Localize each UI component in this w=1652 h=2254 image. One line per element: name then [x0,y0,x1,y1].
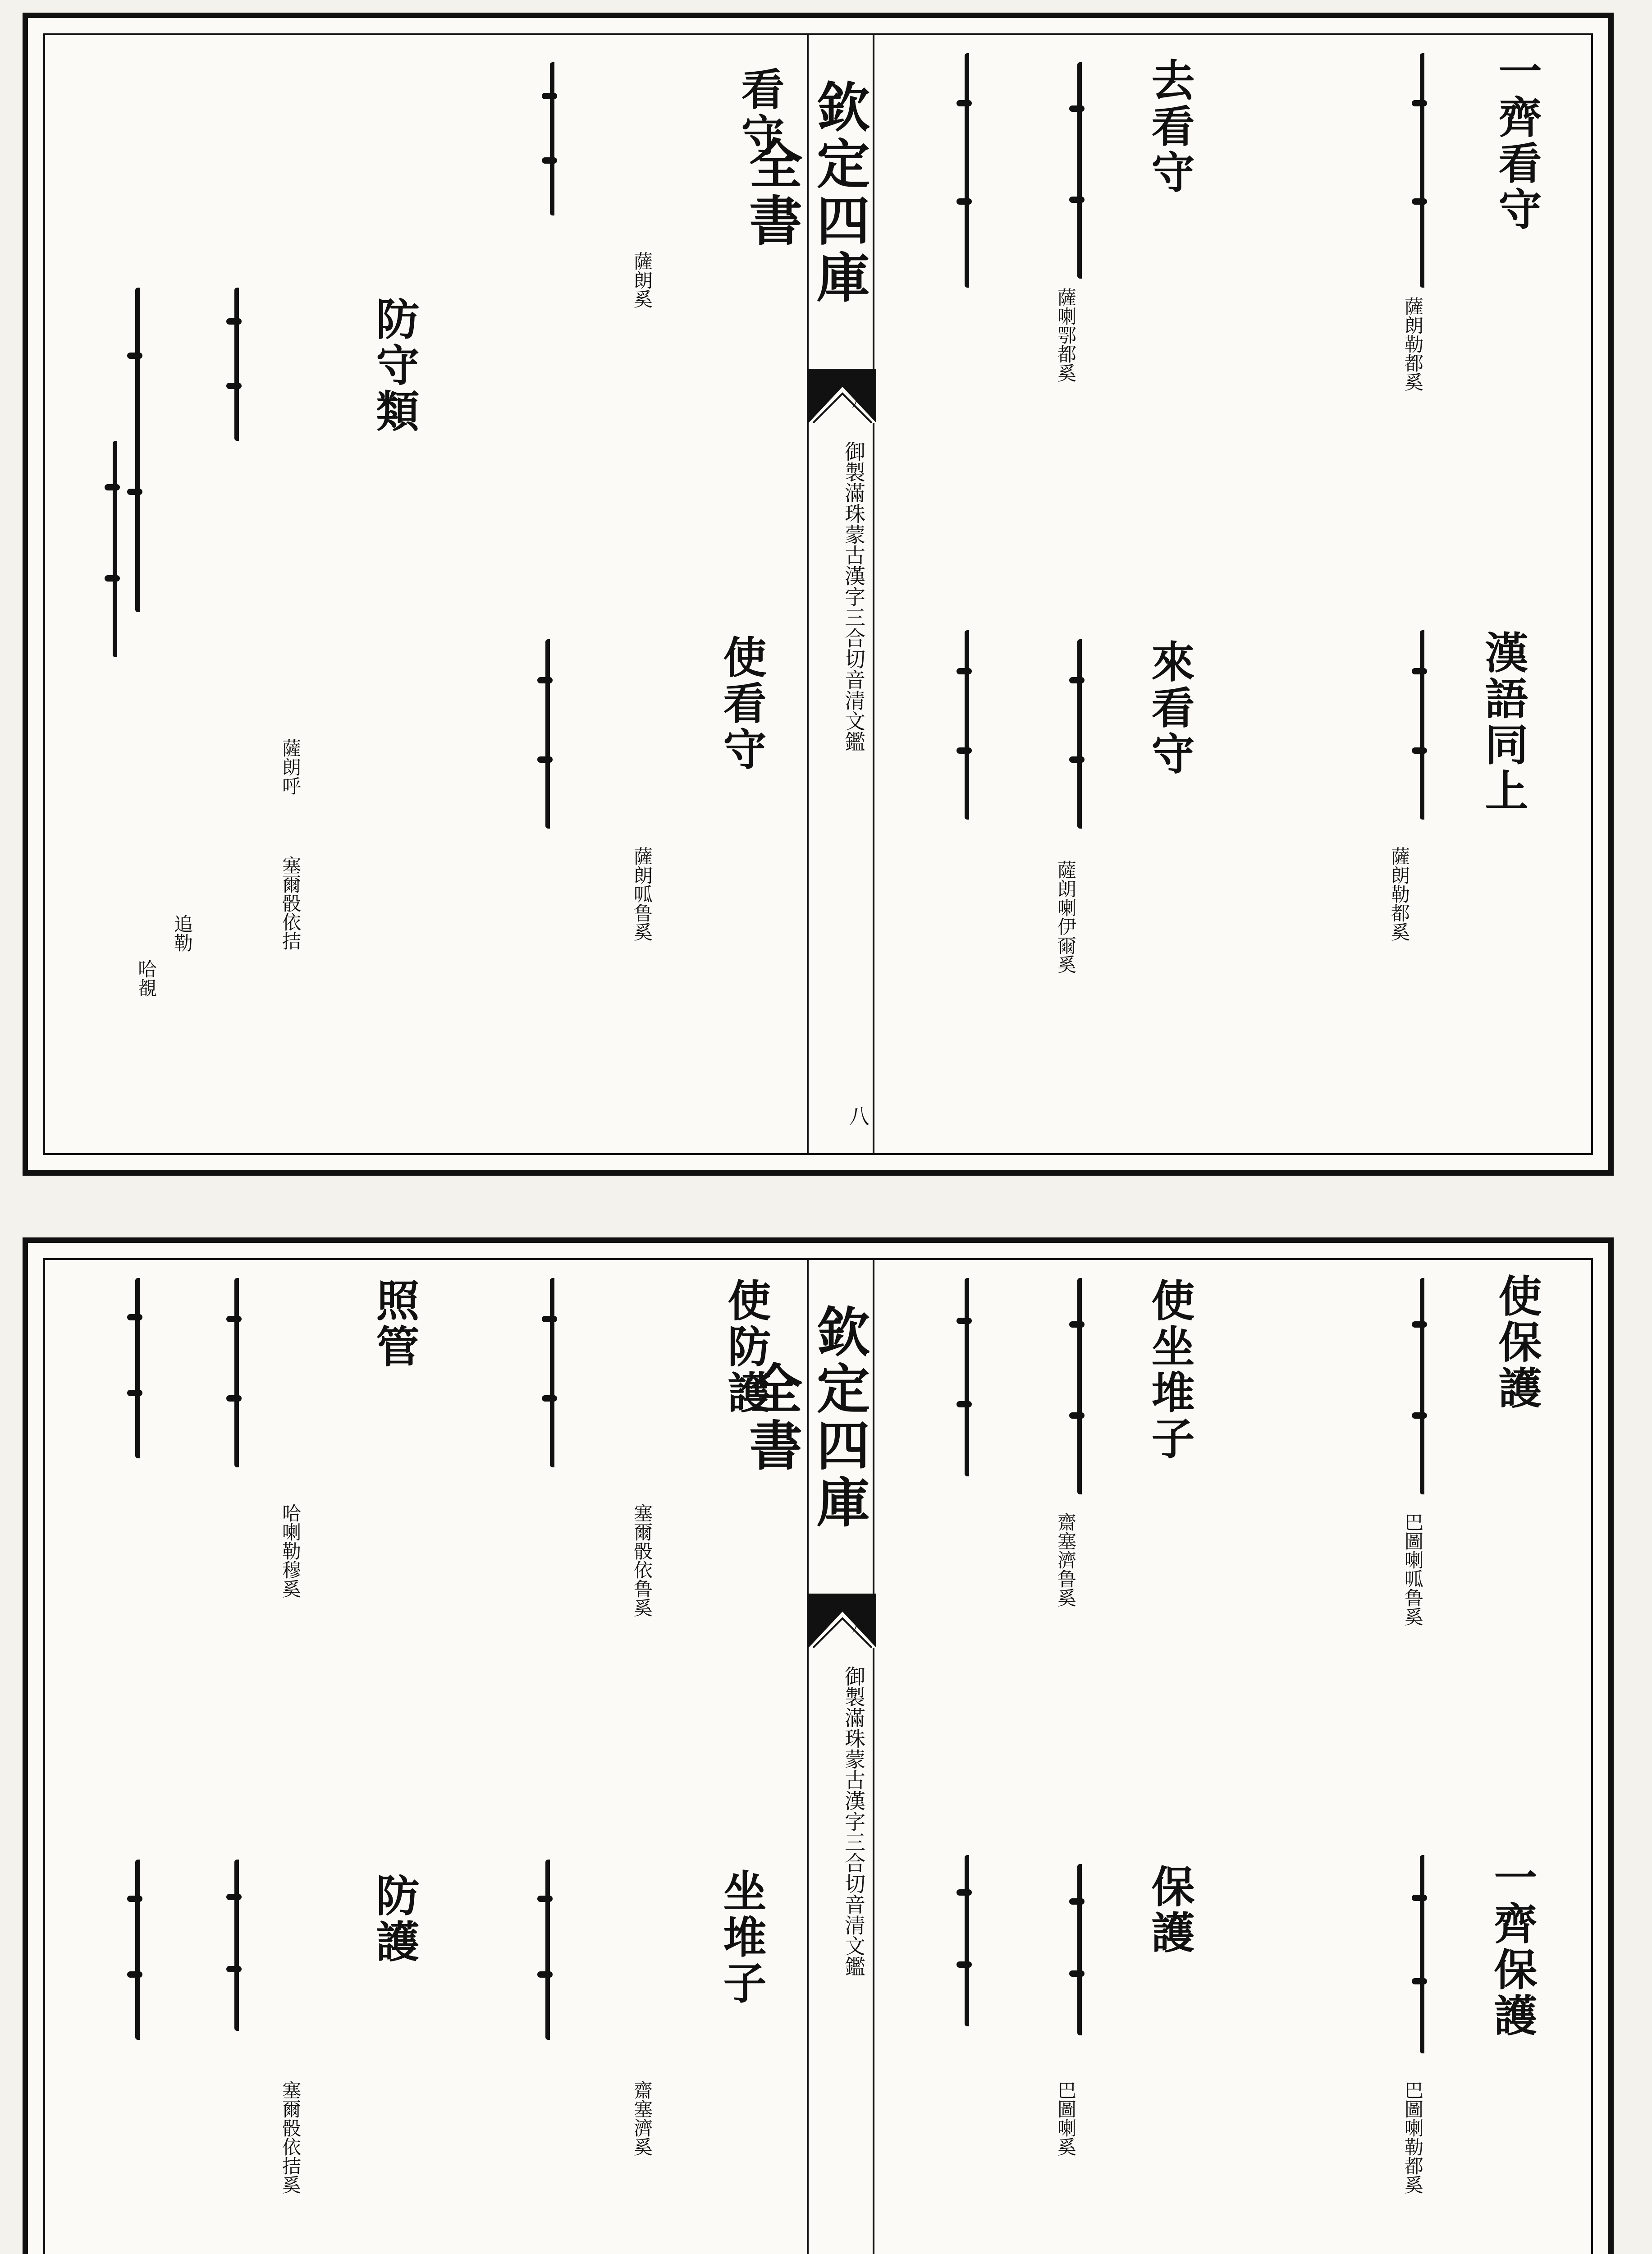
top-page-frame [43,33,1593,1155]
manchu-script-icon [965,53,977,288]
manchu-script-icon [965,1278,977,1476]
manchu-script-icon [1077,1864,1090,2035]
entry-heading: 來看守 [1144,639,1195,777]
entry-heading: 使防護 [721,1278,772,1416]
manchu-script-icon [545,639,558,829]
manchu-script-icon [550,1278,563,1467]
entry-gloss: 齋塞濟鲁奚 [1055,1512,1077,1607]
manchu-script-icon [234,1860,247,2031]
band-page-number: 八 [846,1105,870,1126]
entry-heading: 使保護 [1492,1274,1542,1411]
entry-gloss: 追勒 [171,914,193,952]
entry-gloss: 塞爾骰依拮 [279,856,302,950]
entry-heading: 防護 [369,1873,420,1965]
manchu-script-icon [135,288,148,612]
entry-gloss: 巴圖喇奚 [1055,2080,1077,2156]
band-title: 欽定四庫全書 [740,1304,870,1531]
entry-heading: 一齊保護 [1487,1855,1538,2039]
entry-heading: 保護 [1144,1864,1195,1956]
manchu-script-icon [113,441,125,657]
manchu-script-icon [234,1278,247,1467]
manchu-script-icon [1077,62,1090,279]
entry-heading: 去看守 [1144,58,1195,196]
manchu-script-icon [135,1278,148,1458]
manchu-script-icon [135,1860,148,2040]
manchu-script-icon [1077,1278,1090,1494]
manchu-script-icon [234,288,247,441]
top-page [23,13,1614,1176]
manchu-script-icon [1077,639,1090,829]
entry-gloss: 薩朗勒都奚 [1388,847,1410,941]
section-heading: 防守類 [369,297,420,435]
entry-gloss: 薩朗喇伊爾奚 [1055,860,1077,974]
band-title: 欽定四庫全書 [740,79,870,307]
manchu-script-icon [550,62,563,215]
entry-heading: 使坐堆子 [1144,1278,1195,1462]
entry-heading: 看守 [734,67,785,159]
manchu-script-icon [1420,1855,1432,2053]
band-subtitle: 御製滿珠蒙古漢字三合切音清文鑑 [842,441,866,752]
entry-gloss: 齋塞濟奚 [631,2080,653,2156]
entry-gloss: 薩朗呼 [279,738,302,795]
band-volume: 卷八 [849,1603,867,1633]
entry-heading: 一齊看守 [1492,49,1542,233]
entry-gloss: 薩朗勒都奚 [1402,297,1424,391]
entry-gloss: 塞爾骰依鲁奚 [631,1503,653,1617]
manchu-script-icon [1420,630,1432,820]
entry-gloss: 哈覩 [135,959,157,997]
entry-heading: 坐堆子 [716,1869,767,2007]
manchu-script-icon [965,630,977,820]
entry-gloss: 薩朗奚 [631,252,653,308]
entry-gloss: 薩喇鄂都奚 [1055,288,1077,382]
entry-gloss: 巴圖喇呱鲁奚 [1402,1512,1424,1626]
manchu-script-icon [545,1860,558,2040]
entry-gloss: 塞爾骰依拮奚 [279,2080,302,2194]
entry-heading: 使看守 [716,635,767,773]
band-volume: 卷八 [849,378,867,408]
entry-heading: 照管 [369,1278,420,1370]
entry-heading: 漢語同上 [1478,630,1529,814]
manchu-script-icon [1420,53,1432,288]
entry-gloss: 薩朗呱鲁奚 [631,847,653,941]
entry-gloss: 巴圖喇勒都奚 [1402,2080,1424,2194]
bottom-page-frame [43,1258,1593,2254]
band-subtitle: 御製滿珠蒙古漢字三合切音清文鑑 [842,1666,866,1977]
entry-gloss: 哈喇勒穆奚 [279,1503,302,1598]
manchu-script-icon [1420,1278,1432,1494]
bottom-page [23,1237,1614,2254]
manchu-script-icon [965,1855,977,2026]
